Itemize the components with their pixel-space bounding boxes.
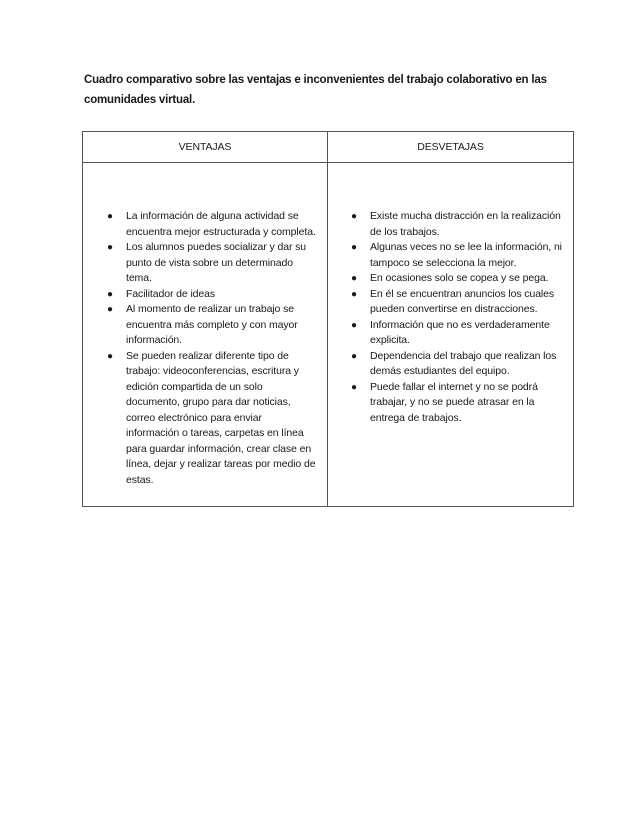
list-item-text: Existe mucha distracción en la realización de los trabajos. [370,210,561,238]
desventajas-list [328,163,573,426]
list-item [83,240,327,287]
list-item-text: En ocasiones solo se copea y se pega. [370,272,549,284]
bullet-icon: ● [351,319,357,331]
comparison-table [82,131,574,507]
list-item-text: Información que no es verdaderamente explicita. [370,318,550,346]
bullet-icon: ● [107,211,113,222]
bullet-icon: ● [351,242,357,253]
bullet-icon: ● [351,273,357,284]
list-item [83,349,327,489]
bullet-icon: ● [107,242,113,253]
list-item-text: Puede fallar el internet y no se podrá trabajar, y no se puede atrasar en la entrega de trabajos. [370,380,538,424]
bullet-icon: ● [107,304,113,315]
table-header-row [83,132,574,163]
list-item [328,380,573,427]
list-item-text: La información de alguna actividad se encuentra mejor estructurada y completa. [126,210,316,238]
ventajas-cell [83,163,328,507]
bullet-icon: ● [351,211,357,222]
bullet-icon: ● [351,288,357,300]
list-item-text: En él se encuentran anuncios los cuales pueden convertirse en distracciones. [370,287,555,315]
header-desventajas: DESVETAJAS [328,132,574,163]
list-item [328,349,573,380]
list-item-text: Facilitador de ideas [126,287,216,300]
desventajas-cell [328,163,574,507]
list-item-text: Dependencia del trabajo que realizan los demás estudiantes del equipo. [370,349,557,377]
list-item-text: Algunas veces no se lee la información, ni tampoco se selecciona la mejor. [370,241,562,269]
bullet-icon: ● [107,350,113,362]
list-item-text: Se pueden realizar diferente tipo de trabajo: videoconferencias, escritura y edición compartida de un solo documento, grupo para dar noticias, correo electrónico para enviar información o tareas, carpetas en línea para guardar información, crear clase en línea, dejar y realizar tareas por medio de estas. [126,349,316,486]
ventajas-list [83,163,327,488]
list-item [83,209,327,240]
bullet-icon: ● [107,288,113,300]
list-item [328,240,573,271]
list-item [328,271,573,287]
bullet-icon: ● [351,381,357,393]
list-item [83,302,327,349]
list-item [328,209,573,240]
bullet-icon: ● [351,350,357,362]
list-item [328,287,573,318]
header-ventajas: VENTAJAS [83,132,328,163]
list-item [83,287,327,303]
table-row [83,163,574,507]
list-item-text: Los alumnos puedes socializar y dar su punto de vista sobre un determinado tema. [126,241,307,284]
list-item [328,318,573,349]
page-title: Cuadro comparativo sobre las ventajas e inconvenientes del trabajo colaborativo en las comunidades virtual. [84,74,547,106]
list-item-text: Al momento de realizar un trabajo se encuentra más completo y con mayor información. [126,303,298,346]
